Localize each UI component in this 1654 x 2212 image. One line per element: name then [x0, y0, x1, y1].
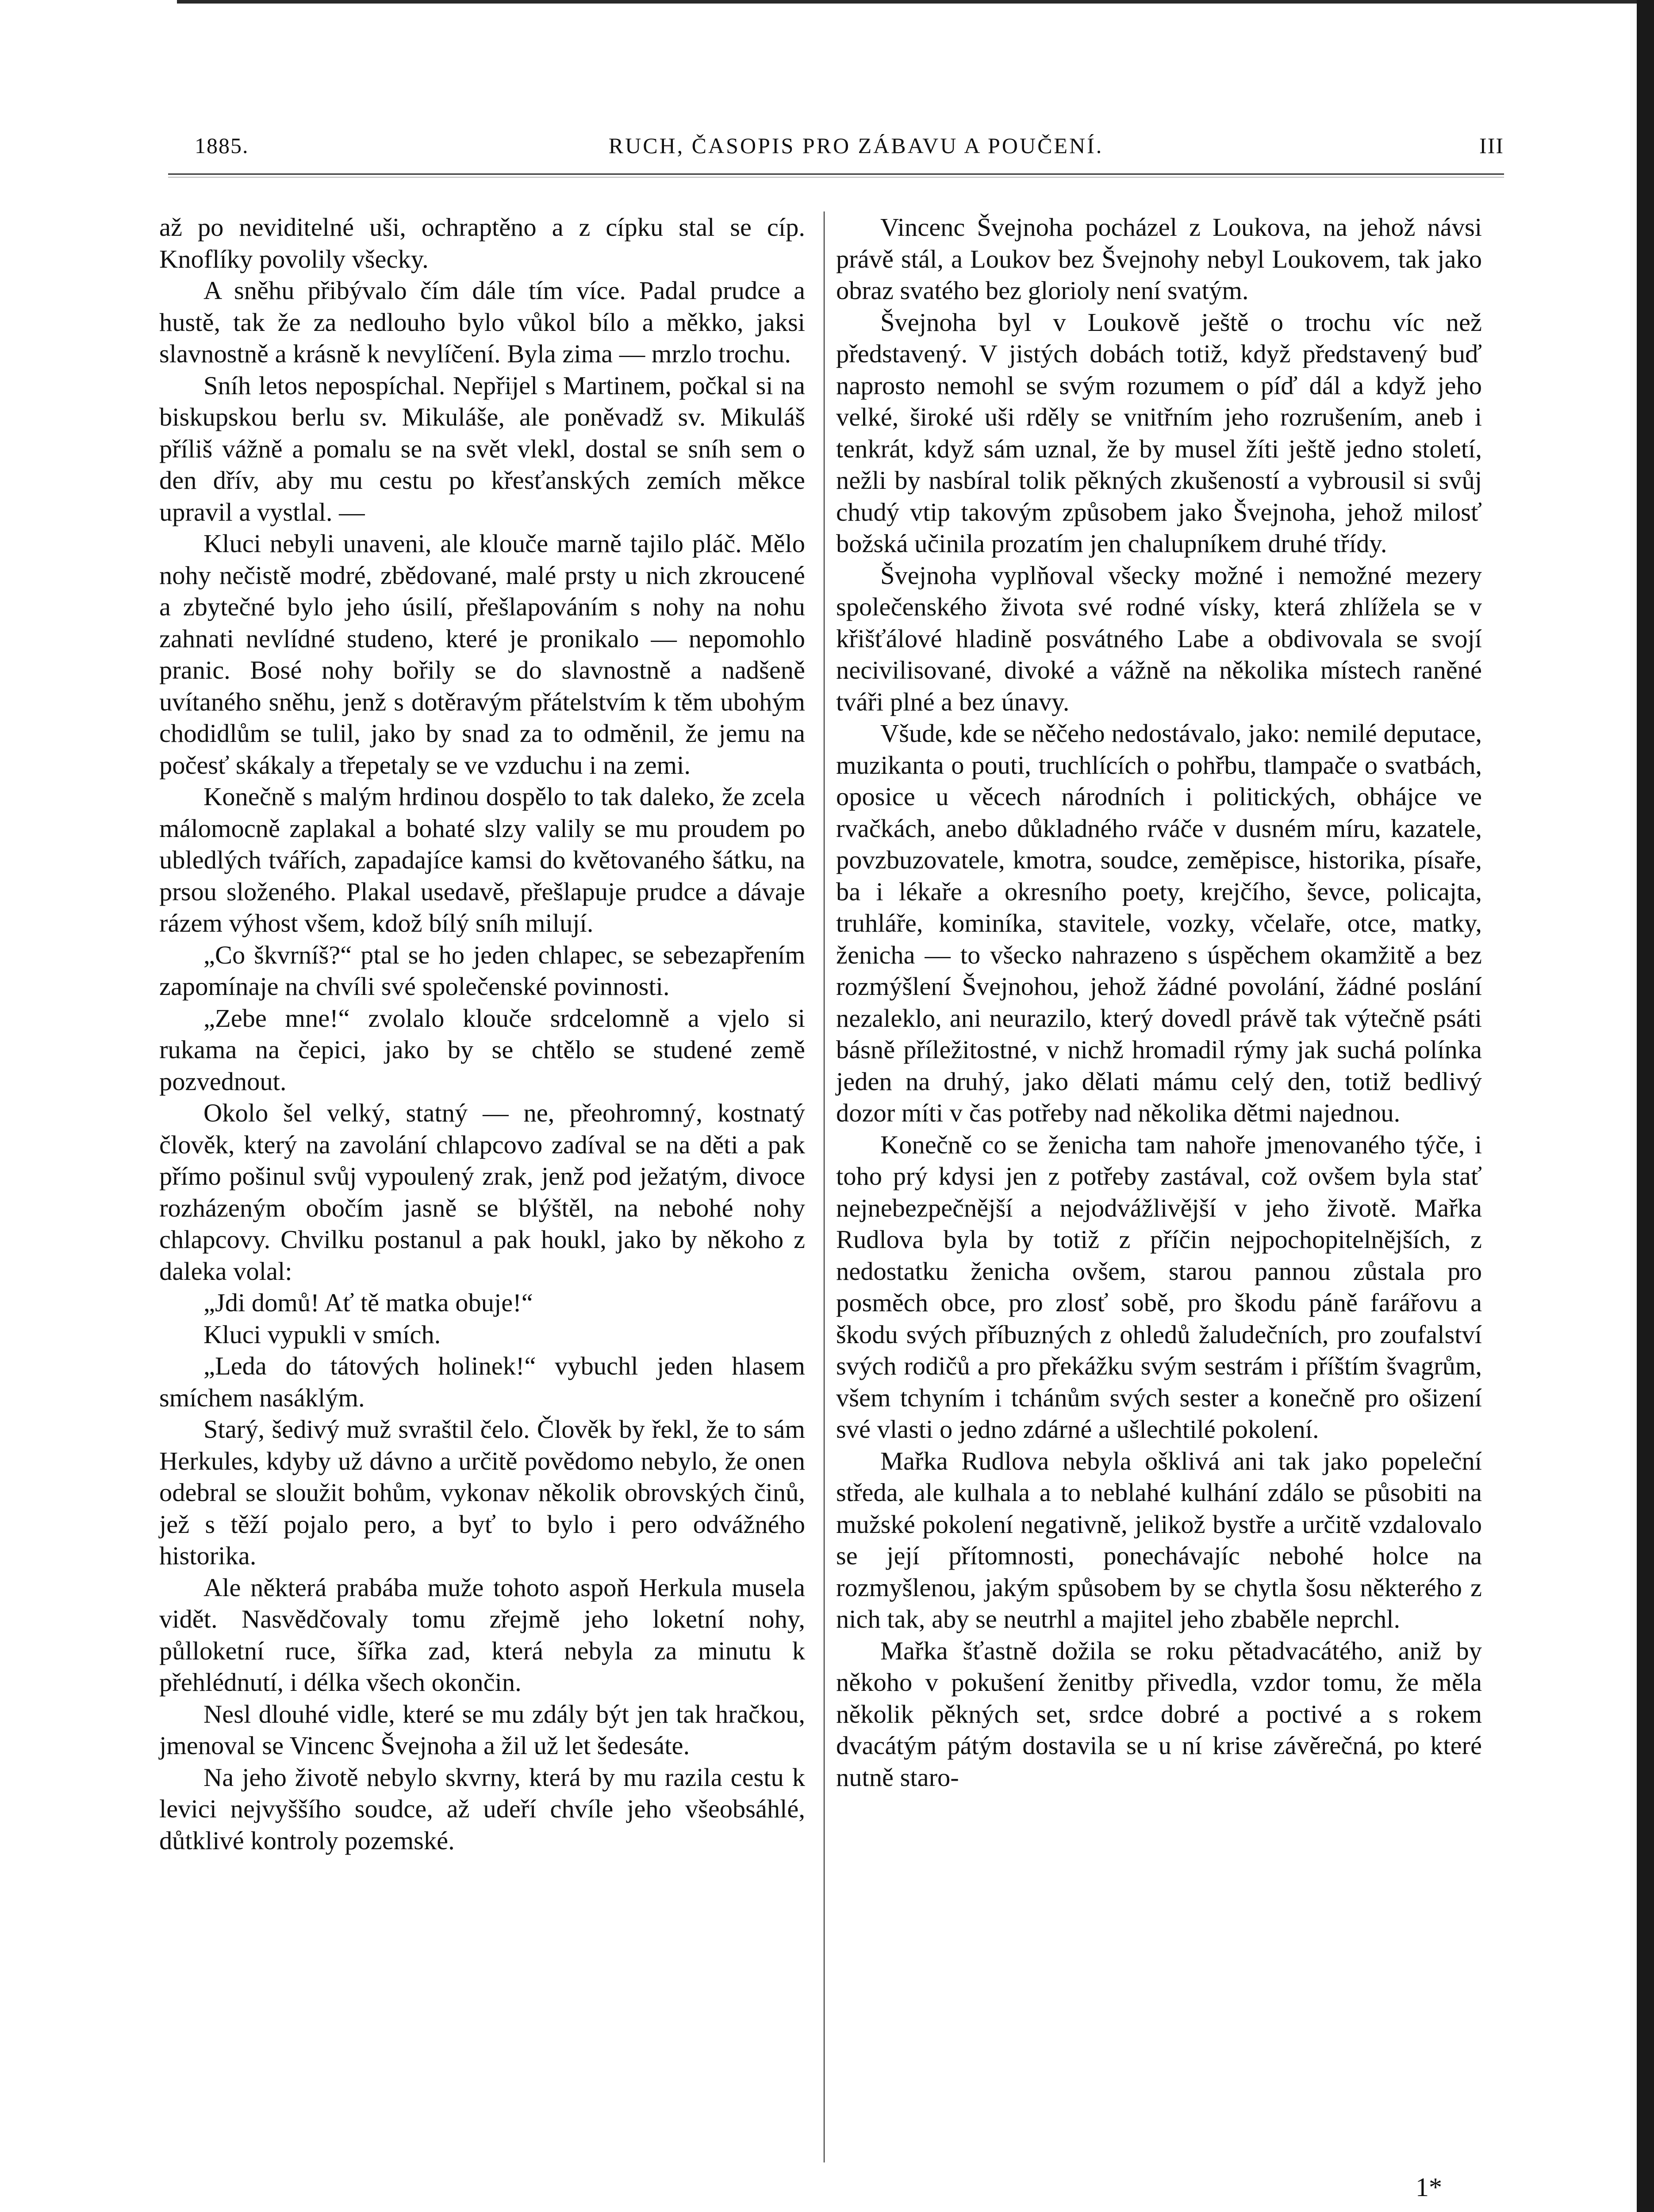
paragraph: Vincenc Švejnoha pocházel z Loukova, na jehož návsi právě stál, a Loukov bez Švejnohy nebyl Loukovem, tak jako obraz svatého bez glorioly není svatým.: [836, 213, 1482, 305]
header-rule: [168, 173, 1504, 175]
paragraph: „Jdi domů! Ať tě matka obuje!“: [203, 1288, 533, 1317]
paragraph: A sněhu přibývalo čím dále tím více. Padal prudce a hustě, tak že za nedlouho bylo vůkol bílo a měkko, jaksi slavnostně a krásně k nevylíčení. Byla zima — mrzlo trochu.: [159, 276, 805, 368]
paragraph: „Zebe mne!“ zvolalo klouče srdcelomně a vjelo si rukama na čepici, jako by se chtělo se studené země pozvednout.: [159, 1003, 805, 1096]
paragraph: Všude, kde se něčeho nedostávalo, jako: nemilé deputace, muzikanta o pouti, truchlících o pohřbu, tlampače o svatbách, oposice u věcech národních i politických, obhájce ve rvačkách, anebo důkladného rváče v dusném míru, kazatele, povzbuzovatele, kmotra, soudce, zeměpisce, historika, písaře, ba i lékaře a okresního poety, krejčího, ševce, policajta, truhláře, kominíka, stavitele, vozky, včelaře, otce, matky, ženicha — to všecko nahrazeno s úspěchem okamžitě a bez rozmýšlení Švejnohou, jehož žádné povolání, žádné poslání nezaleklo, ani neurazilo, který dovedl právě tak výtečně psáti básně příležitostné, v nichž hromadil rýmy jak suchá polínka jeden na druhý, jako dělati mámu celý den, totiž bedlivý dozor míti v čas potřeby nad několika dětmi najednou.: [836, 719, 1482, 1127]
column-divider: [824, 211, 825, 2162]
header-year: 1885.: [195, 133, 249, 158]
page-number: III: [1479, 133, 1504, 158]
paragraph: Švejnoha byl v Loukově ještě o trochu víc než představený. V jistých dobách totiž, když představený buď naprosto nemohl se svým rozumem o píď dál a když jeho velké, široké uši rděly se vnitřním jeho rozrušením, aneb i tenkrát, když sám uznal, že by musel žíti ještě jedno století, nežli by nasbíral tolik pěkných zkušeností a vybrousil si svůj chudý vtip takovým způsobem jako Švejnoha, jehož milosť božská učinila prozatím jen chalupníkem druhé třídy.: [836, 307, 1482, 558]
paragraph: „Co škvrníš?“ ptal se ho jeden chlapec, se sebezapřením zapomínaje na chvíli své společenské povinnosti.: [159, 940, 805, 1001]
paragraph: Kluci vypukli v smích.: [203, 1320, 441, 1349]
paragraph: Kluci nebyli unaveni, ale klouče marně tajilo pláč. Mělo nohy nečistě modré, zbědované, malé prsty u nich zkroucené a zbytečné bylo jeho úsilí, přešlapováním s nohy na nohu zahnati nevlídné studeno, které je pronikalo — nepomohlo pranic. Bosé nohy bořily se do slavnostně a nadšeně uvítaného sněhu, jenž s dotěravým přátelstvím k těm ubohým chodidlům se tulil, jako by snad za to odměnil, že jemu na počesť skákaly a třepetaly se ve vzduchu i na zemi.: [159, 529, 805, 780]
paragraph: Konečně co se ženicha tam nahoře jmenovaného týče, i toho prý kdysi jen z potřeby zastával, což ovšem byla stať nejnebezpečnější a nejodvážlivější v jeho životě. Mařka Rudlova byla by totiž z příčin nejpochopitelnějších, z nedostatku ženicha ovšem, starou pannou zůstala pro posměch obce, pro zlosť sobě, pro škodu páně farářovu a škodu svých příbuzných z ohledů žaludečních, pro zoufalství svých rodičů a pro překážku svým sestrám i příštím švagrům, všem tchyním i tchánům svých sester a konečně pro ošizení své vlasti o jedno zdárné a ušlechtilé pokolení.: [836, 1130, 1482, 1444]
paragraph: Okolo šel velký, statný — ne, přeohromný, kostnatý člověk, který na zavolání chlapcovo zadíval se na děti a pak přímo pošinul svůj vypoulený zrak, jenž pod ježatým, divoce rozházeným obočím jasně se blýštěl, na nebohé nohy chlapcovy. Chvilku postanul a pak houkl, jako by někoho z daleka volal:: [159, 1098, 805, 1286]
paragraph: Švejnoha vyplňoval všecky možné i nemožné mezery společenského života své rodné vísky, která zhlížela se v křišťálové hladině posvátného Labe a obdivovala se svojí necivilisované, divoké a vážně na několika místech raněné tváři plné a bez únavy.: [836, 561, 1482, 716]
signature-mark: 1*: [1416, 2173, 1442, 2202]
scan-right-edge: [1637, 0, 1654, 2212]
running-header: [195, 133, 1504, 168]
paragraph: Mařka Rudlova nebyla ošklivá ani tak jako popeleční středa, ale kulhala a to neblahé kulhání zdálo se působiti na mužské pokolení negativně, jelikož bystře a určitě vzdalovalo se její přítomnosti, ponechávajíc nebohé holce na rozmyšlenou, jakým spůsobem by se chytla šosu některého z nich tak, aby se neutrhl a majitel jeho zbaběle neprchl.: [836, 1446, 1482, 1633]
paragraph: Mařka šťastně dožila se roku pětadvacátého, aniž by někoho v pokušení ženitby přivedla, vzdor tomu, že měla několik pěkných set, srdce dobré a poctivé a s rokem dvacátým pátým dostavila se u ní krise závěrečná, po které nutně staro-: [836, 1636, 1482, 1792]
paragraph: Sníh letos nepospíchal. Nepřijel s Martinem, počkal si na biskupskou berlu sv. Mikuláše, ale poněvadž sv. Mikuláš příliš vážně a pomalu se na svět vlekl, dostal se sníh sem o den dřív, aby mu cestu po křesťanských zemích měkce upravil a vystlal. —: [159, 371, 805, 526]
paragraph: „Leda do tátových holinek!“ vybuchl jeden hlasem smíchem nasáklým.: [159, 1352, 805, 1412]
right-column: [836, 211, 1482, 2167]
paragraph: Ale některá prabába muže tohoto aspoň Herkula musela vidět. Nasvědčovaly tomu zřejmě jeho loketní nohy, půlloketní ruce, šířka zad, která nebyla za minutu k přehlédnutí, i délka všech okončin.: [159, 1573, 805, 1697]
paragraph: Konečně s malým hrdinou dospělo to tak daleko, že zcela málomocně zaplakal a bohaté slzy valily se mu proudem po ubledlých tvářích, zapadajíce kamsi do květovaného šátku, na prsou složeného. Plakal usedavě, přešlapuje prudce a dávaje rázem výhost všem, kdož bílý sníh milují.: [159, 782, 805, 937]
paragraph: Na jeho životě nebylo skvrny, která by mu razila cestu k levici nejvyššího soudce, až udeří chvíle jeho všeobsáhlé, důtklivé kontroly pozemské.: [159, 1763, 805, 1855]
paragraph: až po neviditelné uši, ochraptěno a z cípku stal se cíp. Knoflíky povolily všecky.: [159, 213, 805, 273]
header-title: RUCH, ČASOPIS PRO ZÁBAVU A POUČENÍ.: [608, 133, 1104, 158]
paragraph: Starý, šedivý muž svraštil čelo. Člověk by řekl, že to sám Herkules, kdyby už dávno a určitě povědomo nebylo, že onen odebral se sloužit bohům, vykonav několik obrovských činů, jež s těží pojalo pero, a byť to bylo i pero odvážného historika.: [159, 1415, 805, 1570]
paragraph: Nesl dlouhé vidle, které se mu zdály být jen tak hračkou, jmenoval se Vincenc Švejnoha a žil už let šedesáte.: [159, 1699, 805, 1760]
scan-top-edge: [177, 0, 1637, 4]
left-column: [159, 211, 805, 2167]
